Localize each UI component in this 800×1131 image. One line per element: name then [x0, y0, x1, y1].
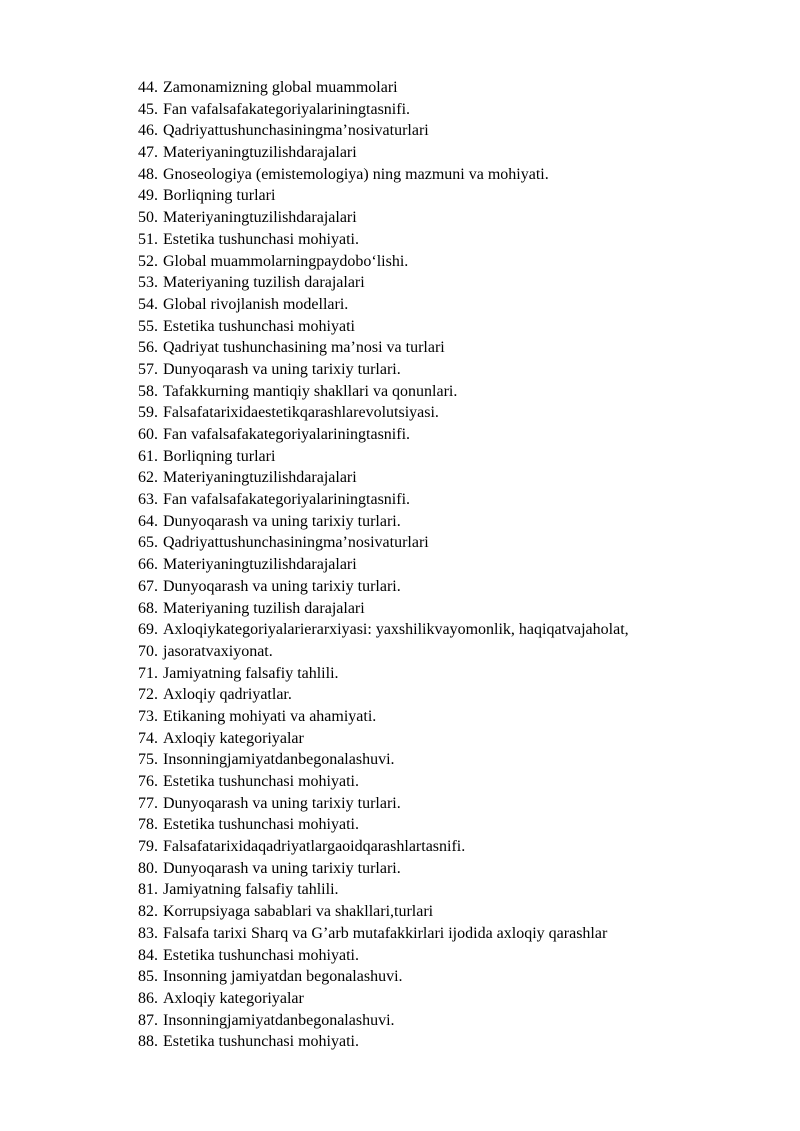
list-item-number: 58.: [138, 382, 158, 400]
list-item-number: 65.: [138, 534, 158, 552]
list-item: [138, 771, 778, 793]
list-item-number: 50.: [138, 209, 158, 227]
list-item: [138, 99, 778, 121]
list-item-number: 44.: [138, 79, 158, 96]
list-item-text: Falsafa tarixi Sharq va G’arb mutafakkirlari ijodida axloqiy qarashlar: [163, 924, 608, 942]
list-item: [138, 185, 778, 207]
list-item-text: Global rivojlanish modellari.: [163, 295, 349, 313]
list-item-number: 61.: [138, 447, 158, 465]
list-item: [138, 879, 778, 901]
list-item-number: 86.: [138, 989, 158, 1007]
list-item-text: Materiyaning tuzilish darajalari: [163, 599, 365, 617]
list-item-text: Insonningjamiyatdanbegonalashuvi.: [163, 1011, 395, 1029]
list-item-text: jasoratvaxiyonat.: [163, 642, 273, 660]
list-item-number: 45.: [138, 100, 158, 118]
list-item-number: 85.: [138, 968, 158, 986]
list-item-text: Tafakkurning mantiqiy shakllari va qonunlari.: [163, 382, 458, 400]
list-item-number: 46.: [138, 122, 158, 140]
list-item-number: 56.: [138, 339, 158, 357]
list-item-text: Insonning jamiyatdan begonalashuvi.: [163, 968, 403, 986]
list-item-text: Borliqning turlari: [163, 187, 276, 205]
list-item: [138, 706, 778, 728]
list-item-text: Fan vafalsafakategoriyalariningtasnifi.: [163, 491, 411, 509]
list-item-text: Dunyoqarash va uning tarixiy turlari.: [163, 512, 401, 530]
list-item-number: 49.: [138, 187, 158, 205]
list-item: [138, 814, 778, 836]
list-item-text: Materiyaningtuzilishdarajalari: [163, 469, 357, 487]
list-item: [138, 316, 778, 338]
list-item-number: 80.: [138, 859, 158, 877]
list-item: [138, 793, 778, 815]
list-item: [138, 120, 778, 142]
list-item: [138, 359, 778, 381]
list-item-number: 78.: [138, 816, 158, 834]
list-item-text: Qadriyat tushunchasining ma’nosi va turlari: [163, 339, 445, 357]
list-item: [138, 641, 778, 663]
list-item: [138, 337, 778, 359]
list-item-number: 77.: [138, 794, 158, 812]
list-item: [138, 532, 778, 554]
list-item-text: Materiyaningtuzilishdarajalari: [163, 144, 357, 162]
list-item: [138, 728, 778, 750]
list-item-number: 81.: [138, 881, 158, 899]
list-item-number: 63.: [138, 491, 158, 509]
list-item-text: Global muammolarningpaydobo‘lishi.: [163, 252, 409, 270]
list-item-text: Estetika tushunchasi mohiyati: [163, 317, 355, 335]
list-item-text: Borliqning turlari: [163, 447, 276, 465]
list-item-number: 60.: [138, 426, 158, 443]
list-item: [138, 424, 778, 446]
list-item: [138, 489, 778, 511]
list-item-text: Zamonamizning global muammolari: [163, 79, 398, 96]
list-item-text: Materiyaningtuzilishdarajalari: [163, 209, 357, 227]
list-item-number: 67.: [138, 577, 158, 595]
list-item-text: Etikaning mohiyati va ahamiyati.: [163, 707, 377, 725]
list-item-text: Materiyaning tuzilish darajalari: [163, 274, 365, 292]
list-item-number: 79.: [138, 838, 158, 856]
list-item-text: Estetika tushunchasi mohiyati.: [163, 230, 359, 248]
list-item-number: 84.: [138, 946, 158, 964]
list-item: [138, 923, 778, 945]
list-item-number: 59.: [138, 404, 158, 422]
list-item: [138, 381, 778, 403]
list-item: [138, 229, 778, 251]
list-item-number: 53.: [138, 274, 158, 292]
list-item-number: 54.: [138, 295, 158, 313]
list-item-text: Korrupsiyaga sabablari va shakllari,turlari: [163, 903, 434, 921]
list-item: [138, 142, 778, 164]
list-item-text: Falsafatarixidaqadriyatlargaoidqarashlartasnifi.: [163, 838, 466, 856]
list-item: [138, 1010, 778, 1032]
list-item: [138, 749, 778, 771]
list-item: [138, 1031, 778, 1053]
list-item-number: 69.: [138, 621, 158, 639]
list-item-text: Fan vafalsafakategoriyalariningtasnifi.: [163, 100, 411, 118]
list-item-number: 52.: [138, 252, 158, 270]
list-item-text: Estetika tushunchasi mohiyati.: [163, 1033, 359, 1051]
list-item: [138, 576, 778, 598]
list-item: [138, 988, 778, 1010]
list-item: [138, 619, 778, 641]
list-item: [138, 966, 778, 988]
list-item-number: 88.: [138, 1033, 158, 1051]
list-item-number: 72.: [138, 686, 158, 704]
list-item-text: Dunyoqarash va uning tarixiy turlari.: [163, 577, 401, 595]
list-item-number: 70.: [138, 642, 158, 660]
list-item-number: 68.: [138, 599, 158, 617]
list-item-number: 57.: [138, 360, 158, 378]
list-item: [138, 251, 778, 273]
list-item-text: Axloqiy qadriyatlar.: [163, 686, 292, 704]
list-item: [138, 402, 778, 424]
list-item: [138, 511, 778, 533]
list-item: [138, 945, 778, 967]
list-item: [138, 858, 778, 880]
list-item-text: Gnoseologiya (emistemologiya) ning mazmuni va mohiyati.: [163, 165, 549, 183]
list-item: [138, 467, 778, 489]
list-item-text: Falsafatarixidaestetikqarashlarevolutsiyasi.: [163, 404, 439, 422]
topic-list: [138, 77, 778, 1053]
list-item-number: 76.: [138, 773, 158, 790]
list-item-number: 74.: [138, 729, 158, 747]
list-item: [138, 836, 778, 858]
list-item-text: Fan vafalsafakategoriyalariningtasnifi.: [163, 426, 411, 443]
list-item-number: 71.: [138, 664, 158, 682]
list-item-text: Insonningjamiyatdanbegonalashuvi.: [163, 751, 395, 769]
list-item-number: 83.: [138, 924, 158, 942]
list-item-text: Dunyoqarash va uning tarixiy turlari.: [163, 794, 401, 812]
list-item: [138, 77, 778, 99]
list-item: [138, 901, 778, 923]
list-item-number: 48.: [138, 165, 158, 183]
list-item-number: 47.: [138, 144, 158, 162]
list-item: [138, 207, 778, 229]
list-item-number: 75.: [138, 751, 158, 769]
list-item-text: Estetika tushunchasi mohiyati.: [163, 816, 359, 834]
list-item-text: Jamiyatning falsafiy tahlili.: [163, 664, 339, 682]
list-item-text: Estetika tushunchasi mohiyati.: [163, 773, 359, 790]
list-item-text: Qadriyattushunchasiningma’nosivaturlari: [163, 122, 429, 140]
list-item-text: Dunyoqarash va uning tarixiy turlari.: [163, 859, 401, 877]
list-item-text: Axloqiy kategoriyalar: [163, 989, 304, 1007]
list-item-text: Axloqiy kategoriyalar: [163, 729, 304, 747]
list-item: [138, 663, 778, 685]
list-item-text: Qadriyattushunchasiningma’nosivaturlari: [163, 534, 429, 552]
list-item: [138, 554, 778, 576]
list-item: [138, 684, 778, 706]
list-item-text: Estetika tushunchasi mohiyati.: [163, 946, 359, 964]
list-item-number: 55.: [138, 317, 158, 335]
list-item-number: 66.: [138, 556, 158, 574]
list-item: [138, 294, 778, 316]
list-item: [138, 598, 778, 620]
list-item-text: Materiyaningtuzilishdarajalari: [163, 556, 357, 574]
list-item-text: Dunyoqarash va uning tarixiy turlari.: [163, 360, 401, 378]
list-item-number: 73.: [138, 707, 158, 725]
list-item: [138, 164, 778, 186]
list-item-number: 62.: [138, 469, 158, 487]
list-item-text: Axloqiykategoriyalarierarxiyasi: yaxshilikvayomonlik, haqiqatvajaholat,: [163, 621, 629, 639]
list-item-number: 87.: [138, 1011, 158, 1029]
list-item-text: Jamiyatning falsafiy tahlili.: [163, 881, 339, 899]
list-item: [138, 446, 778, 468]
list-item-number: 64.: [138, 512, 158, 530]
list-item-number: 82.: [138, 903, 158, 921]
list-item-number: 51.: [138, 230, 158, 248]
list-item: [138, 272, 778, 294]
